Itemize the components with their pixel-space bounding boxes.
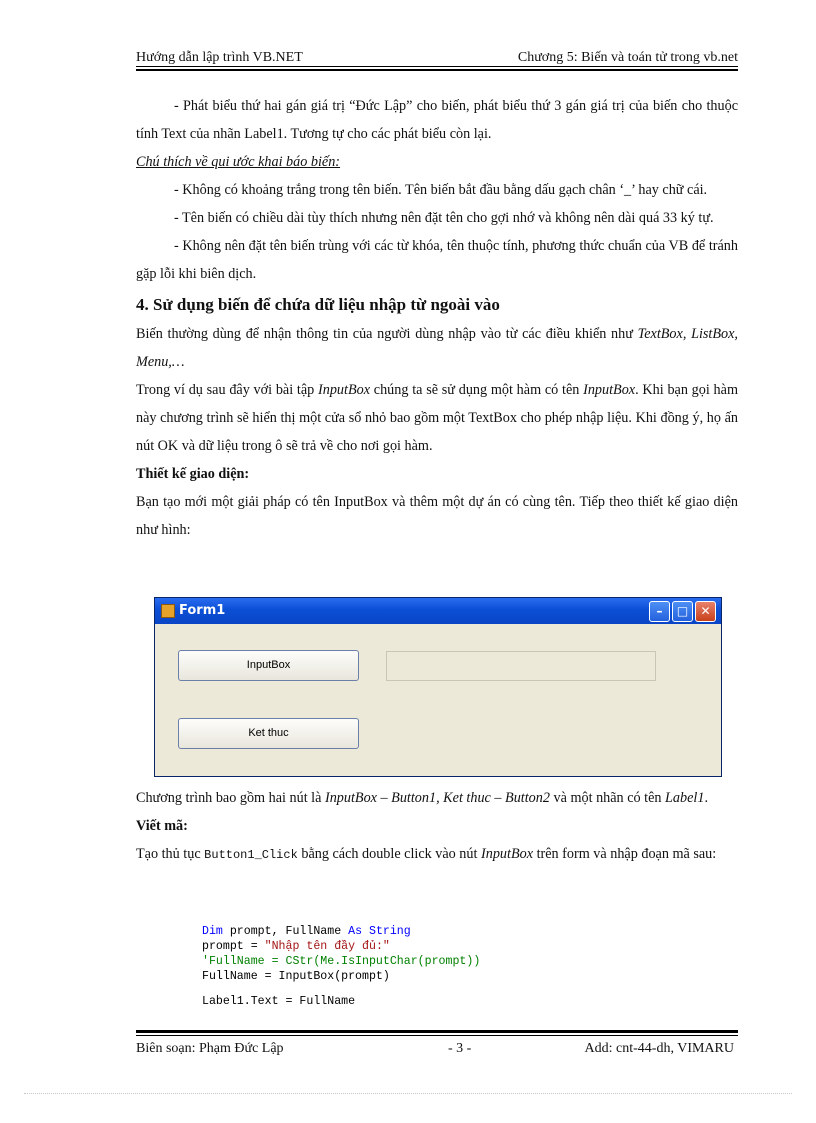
design-heading: Thiết kế giao diện:	[136, 466, 250, 482]
page-header	[136, 48, 738, 68]
ket-thuc-button[interactable]: Ket thuc	[178, 718, 359, 749]
code-declare: prompt, FullName	[222, 925, 349, 938]
program-text-b: và một nhãn có tên	[549, 790, 666, 806]
paragraph-inputbox	[136, 376, 738, 460]
controls-list: TextBox, ListBox, Menu,…	[136, 326, 738, 370]
form1-titlebar[interactable]	[155, 598, 721, 624]
section-heading: 4. Sử dụng biến để chứa dữ liệu nhập từ ngoài vào	[136, 295, 500, 314]
footer-address: Add: cnt-44-dh, VIMARU	[584, 1041, 734, 1056]
program-text-c: .	[704, 790, 708, 806]
header-rule	[136, 66, 738, 67]
code-line-4: FullName = InputBox(prompt)	[202, 970, 390, 983]
maximize-button[interactable]: □	[672, 601, 693, 622]
procedure-text-b: bằng cách double click vào nút	[297, 846, 481, 862]
inputbox-text-c: . Khi bạn gọi hàm này chương trình sẽ hiển thị một cửa sổ nhỏ bao gồm một TextBox cho phép nhập liệu. Khi đồng ý, họ ấn nút OK và dữ liệu trong ô sẽ trả về cho nơi gọi hàm.	[136, 382, 738, 454]
body-text-after	[136, 784, 738, 869]
header-right: Chương 5: Biến và toán tử trong vb.net	[517, 50, 738, 65]
page-edge	[24, 1093, 792, 1094]
body-text	[136, 92, 738, 544]
program-buttons: InputBox – Button1, Ket thuc – Button2	[324, 790, 550, 806]
note-title: Chú thích về qui ước khai báo biến:	[136, 154, 341, 170]
inputbox-button[interactable]: InputBox	[178, 650, 359, 681]
code-string: "Nhập tên đầy đủ:"	[264, 940, 390, 953]
code-keyword-dim: Dim	[202, 925, 223, 938]
program-label-name: Label1	[665, 790, 705, 806]
paragraph-assignment: - Phát biểu thứ hai gán giá trị “Đức Lập” cho biến, phát biểu thứ 3 gán giá trị của biến cho thuộc tính Text của nhãn Label1. Tương tự cho các phát biểu còn lại.	[136, 98, 738, 142]
inputbox-term-2: InputBox	[583, 382, 636, 398]
inputbox-text-a: Trong ví dụ sau đây với bài tập	[136, 382, 319, 398]
form1-window	[154, 597, 722, 777]
naming-rule-2: - Tên biến có chiều dài tùy thích nhưng nên đặt tên cho gợi nhớ và không nên dài quá 33 ký tự.	[174, 210, 714, 226]
footer-rule-thick	[136, 1030, 738, 1033]
code-line-3-comment: 'FullName = CStr(Me.IsInputChar(prompt))	[202, 955, 481, 968]
minimize-button[interactable]: –	[649, 601, 670, 622]
procedure-text-c: trên form và nhập đoạn mã sau:	[533, 846, 717, 862]
page-footer	[136, 1041, 738, 1061]
page-number: - 3 -	[448, 1041, 472, 1056]
form1-title: Form1	[179, 603, 226, 618]
code-line-1	[202, 924, 480, 939]
code-line-2	[202, 939, 480, 954]
code-blank-line	[202, 984, 480, 994]
inputbox-term-1: InputBox	[318, 382, 371, 398]
paragraph-program	[136, 784, 738, 812]
form-app-icon	[161, 604, 175, 618]
code-heading: Viết mã:	[136, 818, 188, 834]
procedure-button-name: InputBox	[481, 846, 534, 862]
controls-text: Biến thường dùng để nhận thông tin của người dùng nhập vào từ các điều khiển như	[136, 326, 638, 342]
code-block	[202, 924, 480, 1009]
program-text-a: Chương trình bao gồm hai nút là	[136, 790, 325, 806]
procedure-name: Button1_Click	[204, 848, 298, 862]
code-keyword-as-string: As String	[348, 925, 411, 938]
paragraph-procedure	[136, 840, 738, 869]
inputbox-text-b: chúng ta sẽ sử dụng một hàm có tên	[370, 382, 584, 398]
close-button[interactable]: ✕	[695, 601, 716, 622]
design-text: Bạn tạo mới một giải pháp có tên InputBox và thêm một dự án có cùng tên. Tiếp theo thiết kế giao diện như hình:	[136, 494, 738, 538]
header-rule-thick	[136, 69, 738, 71]
procedure-text-a: Tạo thủ tục	[136, 846, 205, 862]
code-line-5: Label1.Text = FullName	[202, 995, 356, 1008]
header-left: Hướng dẫn lập trình VB.NET	[136, 50, 303, 65]
naming-rule-1: - Không có khoảng trắng trong tên biến. Tên biến bắt đầu bằng dấu gạch chân ‘_’ hay chữ cái.	[174, 182, 708, 198]
paragraph-controls	[136, 320, 738, 376]
footer-author: Biên soạn: Phạm Đức Lập	[136, 1041, 284, 1056]
naming-rule-3: - Không nên đặt tên biến trùng với các từ khóa, tên thuộc tính, phương thức chuẩn của VB để tránh gặp lỗi khi biên dịch.	[136, 238, 738, 282]
code-prompt-assign: prompt =	[202, 940, 265, 953]
label1-area	[386, 651, 656, 681]
footer-rule	[136, 1035, 738, 1036]
